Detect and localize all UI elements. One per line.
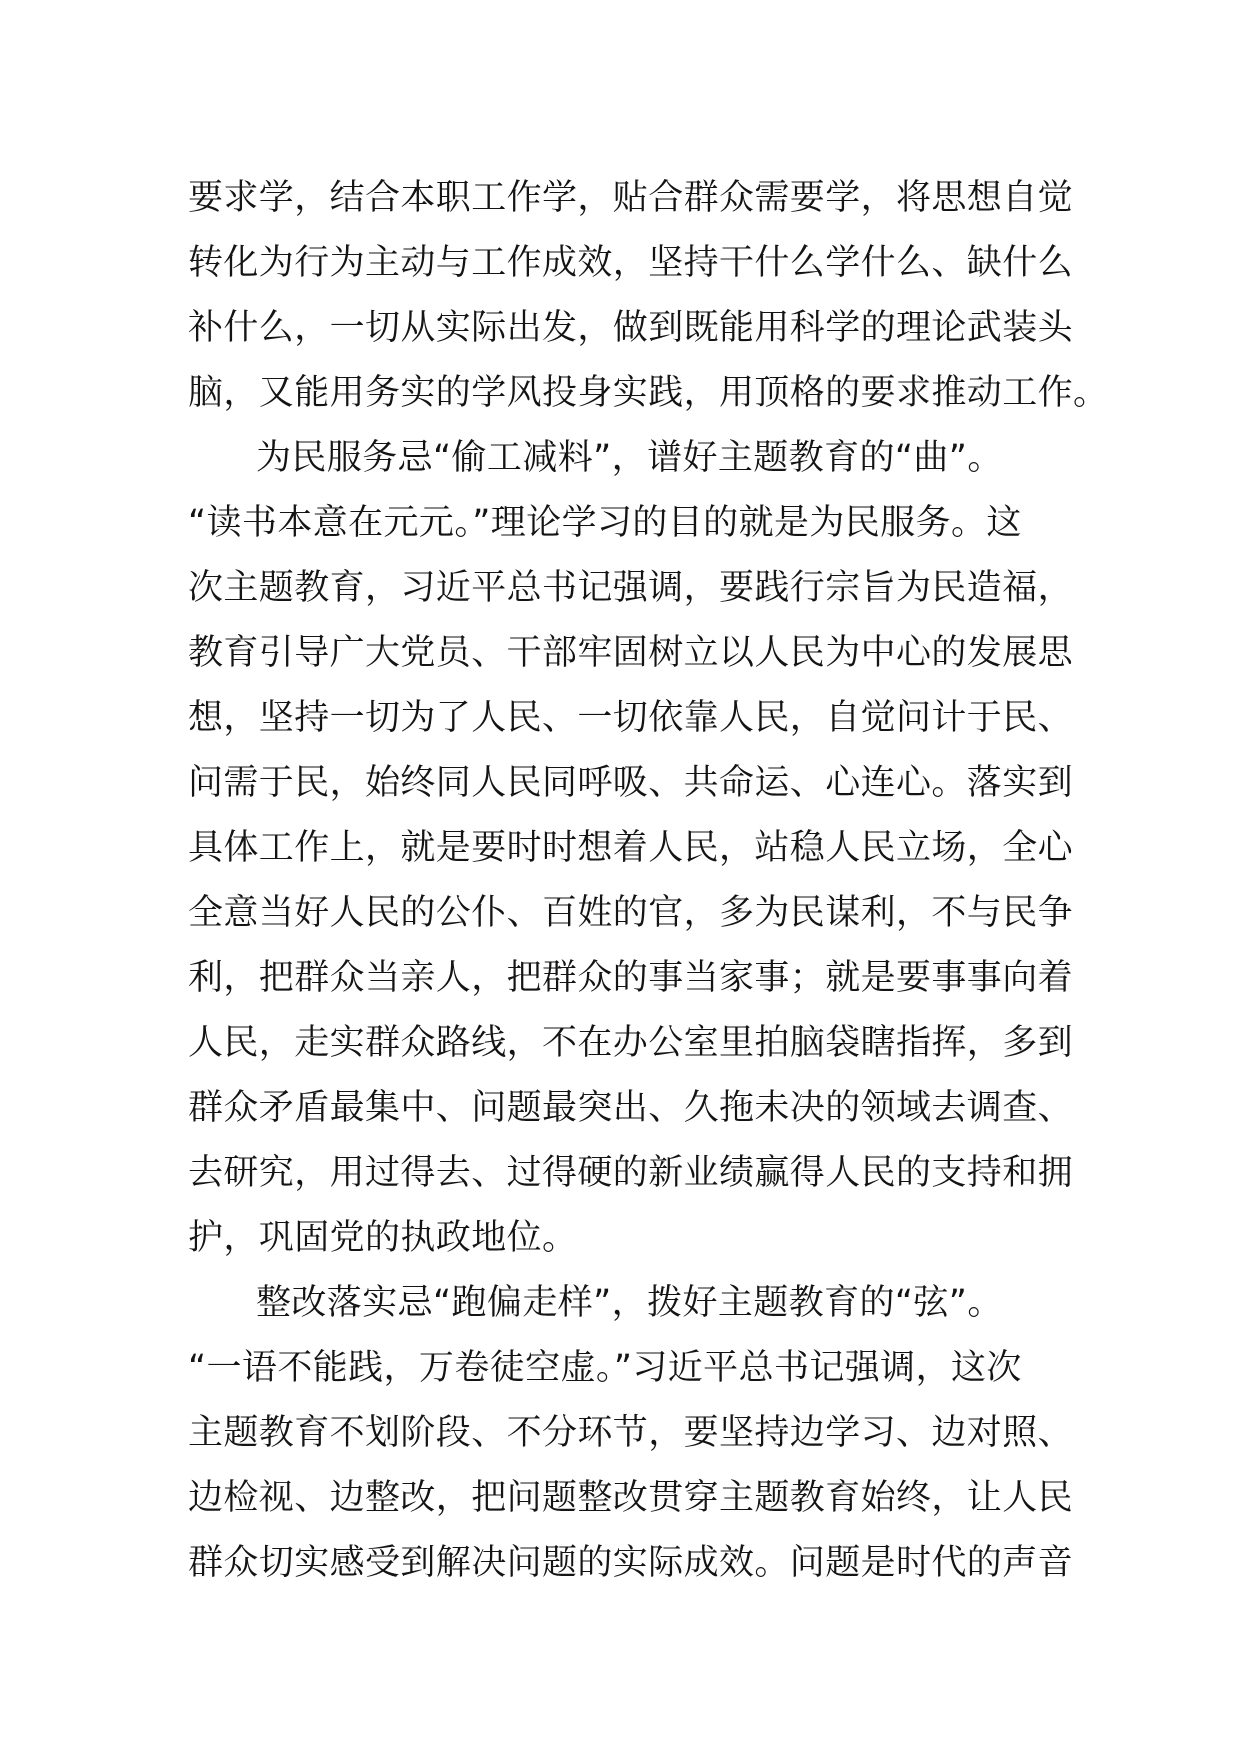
text-line: 具体工作上，就是要时时想着人民，站稳人民立场，全心 (188, 828, 1074, 868)
text-line: 全意当好人民的公仆、百姓的官，多为民谋利，不与民争 (188, 893, 1074, 933)
text-line: 要求学，结合本职工作学，贴合群众需要学，将思想自觉 (188, 178, 1074, 218)
text-line: 人民，走实群众路线，不在办公室里拍脑袋瞎指挥，多到 (188, 1023, 1074, 1063)
text-line: 主题教育不划阶段、不分环节，要坚持边学习、边对照、 (188, 1413, 1074, 1453)
text-line: 补什么，一切从实际出发，做到既能用科学的理论武装头 (188, 308, 1074, 348)
text-line: 利，把群众当亲人，把群众的事当家事；就是要事事向着 (188, 958, 1074, 998)
text-line: 去研究，用过得去、过得硬的新业绩赢得人民的支持和拥 (188, 1153, 1074, 1193)
text-line: “一语不能践，万卷徒空虚。”习近平总书记强调，这次 (188, 1348, 1022, 1388)
text-line: 群众矛盾最集中、问题最突出、久拖未决的领域去调查、 (188, 1088, 1074, 1128)
text-line: 边检视、边整改，把问题整改贯穿主题教育始终，让人民 (188, 1478, 1074, 1518)
text-line: 问需于民，始终同人民同呼吸、共命运、心连心。落实到 (188, 763, 1074, 803)
text-line: “读书本意在元元。”理论学习的目的就是为民服务。这 (188, 503, 1022, 543)
body-text (188, 166, 1109, 1596)
text-line: 护，巩固党的执政地位。 (188, 1218, 578, 1258)
text-line: 脑，又能用务实的学风投身实践，用顶格的要求推动工作。 (188, 373, 1109, 413)
text-line: 转化为行为主动与工作成效，坚持干什么学什么、缺什么 (188, 243, 1074, 283)
section-heading-line: 为民服务忌“偷工减料”，谱好主题教育的“曲”。 (256, 438, 1003, 478)
text-line: 教育引导广大党员、干部牢固树立以人民为中心的发展思 (188, 633, 1074, 673)
section-heading-line: 整改落实忌“跑偏走样”，拨好主题教育的“弦”。 (256, 1283, 1003, 1323)
text-line: 次主题教育，习近平总书记强调，要践行宗旨为民造福， (188, 568, 1074, 608)
text-line: 想，坚持一切为了人民、一切依靠人民，自觉问计于民、 (188, 698, 1074, 738)
text-line: 群众切实感受到解决问题的实际成效。问题是时代的声音 (188, 1543, 1074, 1583)
